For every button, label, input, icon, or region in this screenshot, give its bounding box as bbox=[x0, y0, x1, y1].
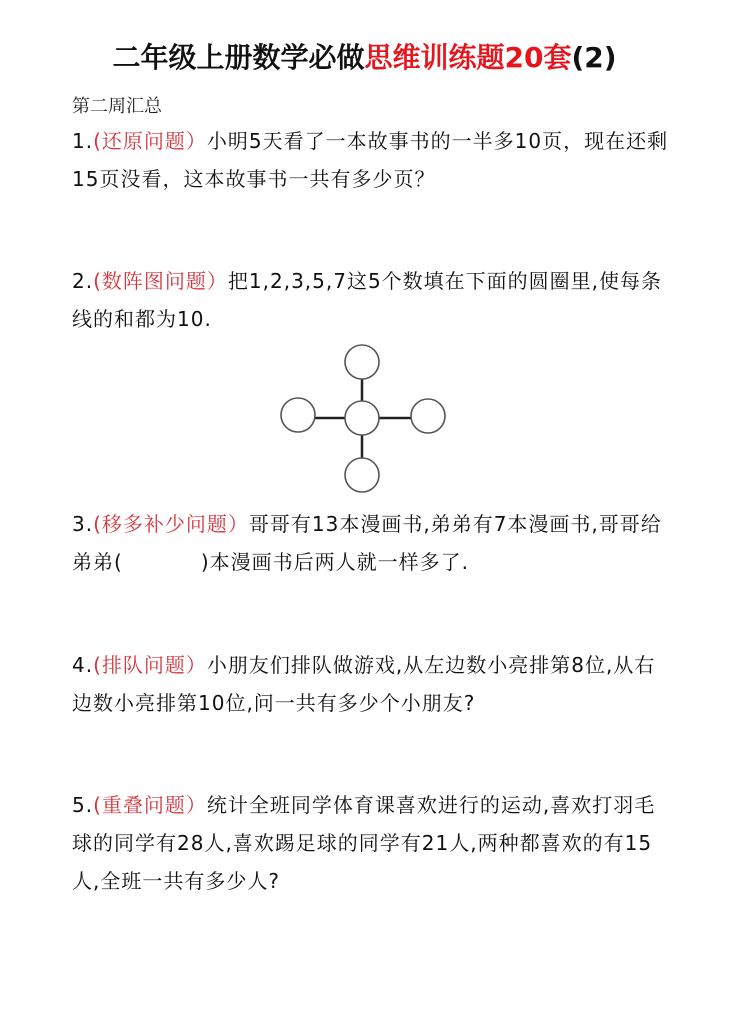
circle-bottom[interactable] bbox=[345, 458, 379, 492]
question-5 bbox=[72, 786, 672, 900]
question-number: 1. bbox=[72, 129, 94, 153]
title-highlight: 思维训练题20套 bbox=[364, 41, 572, 74]
circle-right[interactable] bbox=[411, 399, 445, 433]
question-2 bbox=[72, 262, 672, 338]
question-category: (排队问题） bbox=[93, 653, 207, 677]
question-1 bbox=[72, 122, 672, 198]
question-4 bbox=[72, 646, 672, 722]
question-number: 5. bbox=[72, 793, 94, 817]
question-text-end: )本漫画书后两人就一样多了. bbox=[200, 550, 469, 574]
question-category: (重叠问题） bbox=[93, 793, 207, 817]
question-text: 把1,2,3,5,7这5个数填在下面的圆圈里,使每条线的和都为10. bbox=[72, 269, 663, 331]
circle-left[interactable] bbox=[281, 398, 315, 432]
question-number: 4. bbox=[72, 653, 94, 677]
section-heading: 第二周汇总 bbox=[72, 96, 162, 117]
question-category: (还原问题） bbox=[93, 129, 207, 153]
question-text: 小朋友们排队做游戏,从左边数小亮排第8位,从右边数小亮排第10位,问一共有多少个小朋友? bbox=[72, 653, 656, 715]
number-array-diagram bbox=[270, 340, 460, 500]
question-category: (数阵图问题） bbox=[93, 269, 228, 293]
title-suffix: (2) bbox=[571, 41, 617, 74]
question-category: (移多补少问题） bbox=[93, 512, 249, 536]
circle-center[interactable] bbox=[345, 401, 379, 435]
question-text: 统计全班同学体育课喜欢进行的运动,喜欢打羽毛球的同学有28人,喜欢踢足球的同学有21人,两种都喜欢的有15人,全班一共有多少人? bbox=[72, 793, 656, 893]
title-main: 二年级上册数学必做 bbox=[112, 41, 365, 74]
circle-top[interactable] bbox=[345, 345, 379, 379]
question-text: 小明5天看了一本故事书的一半多10页，现在还剩15页没看，这本故事书一共有多少页？ bbox=[72, 129, 669, 191]
question-number: 2. bbox=[72, 269, 94, 293]
question-number: 3. bbox=[72, 512, 94, 536]
question-text: 哥哥有13本漫画书,弟弟有7本漫画书,哥哥给弟弟( bbox=[72, 512, 662, 574]
page-title bbox=[0, 36, 729, 76]
question-3 bbox=[72, 505, 672, 581]
